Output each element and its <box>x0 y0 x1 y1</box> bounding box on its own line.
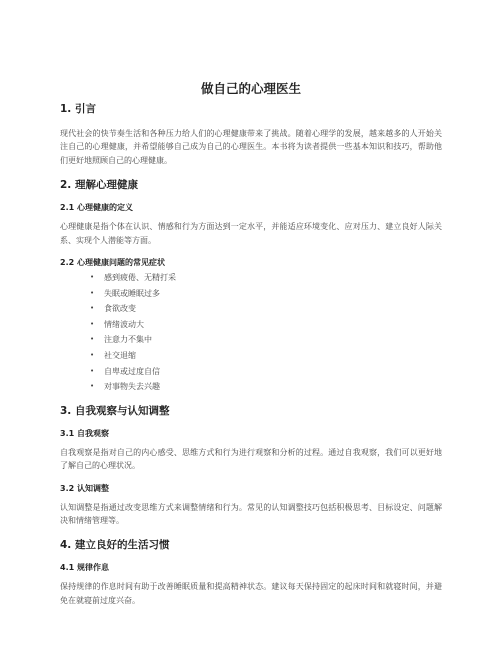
list-item: • 情绪波动大 <box>90 317 442 333</box>
self-observation-paragraph: 自我观察是指对自己的内心感受、思维方式和行为进行观察和分析的过程。通过自我观察，我们可以更好地了解自己的心理状况。 <box>60 447 442 471</box>
bullet-icon: • <box>90 273 95 282</box>
list-item: • 注意力不集中 <box>90 332 442 348</box>
bullet-icon: • <box>90 319 95 328</box>
routine-paragraph: 保持规律的作息时间有助于改善睡眠质量和提高精神状态。建议每天保持固定的起床时间和就寝时间，并避免在就寝前过度兴奋。 <box>60 582 442 605</box>
section-heading-intro: 1. 引言 <box>60 103 96 115</box>
bullet-icon: • <box>90 335 95 344</box>
subheading-self-observation: 3.1 自我观察 <box>60 428 109 438</box>
cognitive-adjustment-paragraph: 认知调整是指通过改变思维方式来调整情绪和行为。常见的认知调整技巧包括积极思考、目标设定、问题解决和情绪管理等。 <box>60 502 442 525</box>
list-item: • 失眠或睡眠过多 <box>90 286 442 302</box>
document-body <box>60 102 442 607</box>
symptom-list <box>60 270 442 395</box>
intro-paragraph: 现代社会的快节奏生活和各种压力给人们的心理健康带来了挑战。随着心理学的发展，越来越多的人开始关注自己的心理健康，并希望能够自己成为自己的心理医生。本书将为读者提供一些基本知识和技巧，帮助他们更好地照顾自己的心理健康。 <box>60 129 442 165</box>
bullet-icon: • <box>90 304 95 313</box>
definition-paragraph: 心理健康是指个体在认识、情感和行为方面达到一定水平，并能适应环境变化、应对压力、建立良好人际关系、实现个人潜能等方面。 <box>60 222 442 245</box>
subheading-definition: 2.1 心理健康的定义 <box>60 203 133 213</box>
document-title: 做自己的心理医生 <box>200 81 301 96</box>
section-heading-understanding: 2. 理解心理健康 <box>60 179 138 192</box>
subheading-cognitive-adjustment: 3.2 认知调整 <box>60 483 109 493</box>
list-item: • 食欲改变 <box>90 301 442 317</box>
bullet-icon: • <box>90 351 95 359</box>
bullet-icon: • <box>90 382 95 391</box>
subheading-routine: 4.1 规律作息 <box>60 563 109 573</box>
subheading-symptoms: 2.2 心理健康问题的常见症状 <box>60 258 165 268</box>
list-item: • 感到疲倦、无精打采 <box>90 270 442 286</box>
bullet-icon: • <box>90 366 95 375</box>
list-item: • 对事物失去兴趣 <box>90 379 442 395</box>
list-item: • 社交退缩 <box>90 348 442 364</box>
section-heading-self-observation: 3. 自我观察与认知调整 <box>60 404 170 417</box>
list-item: • 自卑或过度自信 <box>90 364 442 380</box>
section-heading-habits: 4. 建立良好的生活习惯 <box>60 539 170 552</box>
bullet-icon: • <box>90 288 95 297</box>
